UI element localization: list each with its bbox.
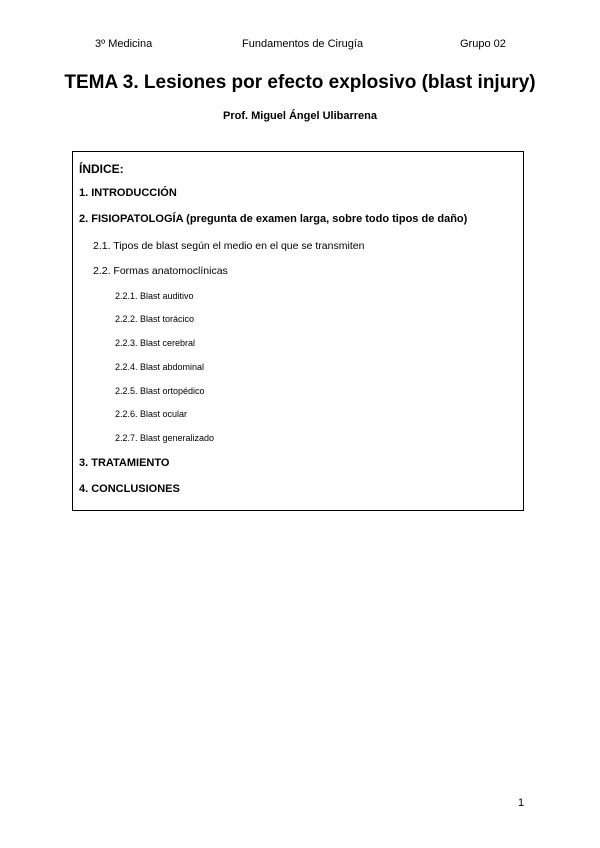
toc-item-blast-toracico: 2.2.2. Blast torácico: [115, 314, 195, 324]
header-subject: Fundamentos de Cirugía: [242, 38, 364, 50]
toc-item-blast-abdominal: 2.2.4. Blast abdominal: [115, 362, 205, 372]
document-title: TEMA 3. Lesiones por efecto explosivo (blast injury): [64, 72, 536, 93]
page-number: 1: [518, 797, 525, 809]
toc-item-blast-ocular: 2.2.6. Blast ocular: [115, 409, 188, 419]
toc-item-tratamiento: 3. TRATAMIENTO: [79, 457, 170, 469]
toc-item-blast-ortopedico: 2.2.5. Blast ortopédico: [115, 386, 205, 396]
toc-item-blast-cerebral: 2.2.3. Blast cerebral: [115, 338, 196, 348]
header-course: 3º Medicina: [95, 38, 153, 50]
toc-item-conclusiones: 4. CONCLUSIONES: [79, 483, 180, 495]
table-of-contents: [72, 151, 524, 511]
document-author: Prof. Miguel Ángel Ulibarrena: [222, 110, 378, 122]
toc-item-fisiopatologia: 2. FISIOPATOLOGÍA (pregunta de examen larga, sobre todo tipos de daño): [79, 213, 468, 225]
toc-item-introduccion: 1. INTRODUCCIÓN: [79, 187, 177, 199]
toc-item-tipos-de-blast: 2.1. Tipos de blast según el medio en el que se transmiten: [93, 240, 365, 252]
toc-heading: ÍNDICE:: [79, 162, 124, 176]
toc-item-formas-anatomoclinicas: 2.2. Formas anatomoclínicas: [93, 265, 228, 277]
header-group: Grupo 02: [460, 38, 506, 50]
toc-item-blast-auditivo: 2.2.1. Blast auditivo: [115, 291, 194, 301]
toc-item-blast-generalizado: 2.2.7. Blast generalizado: [115, 433, 215, 443]
